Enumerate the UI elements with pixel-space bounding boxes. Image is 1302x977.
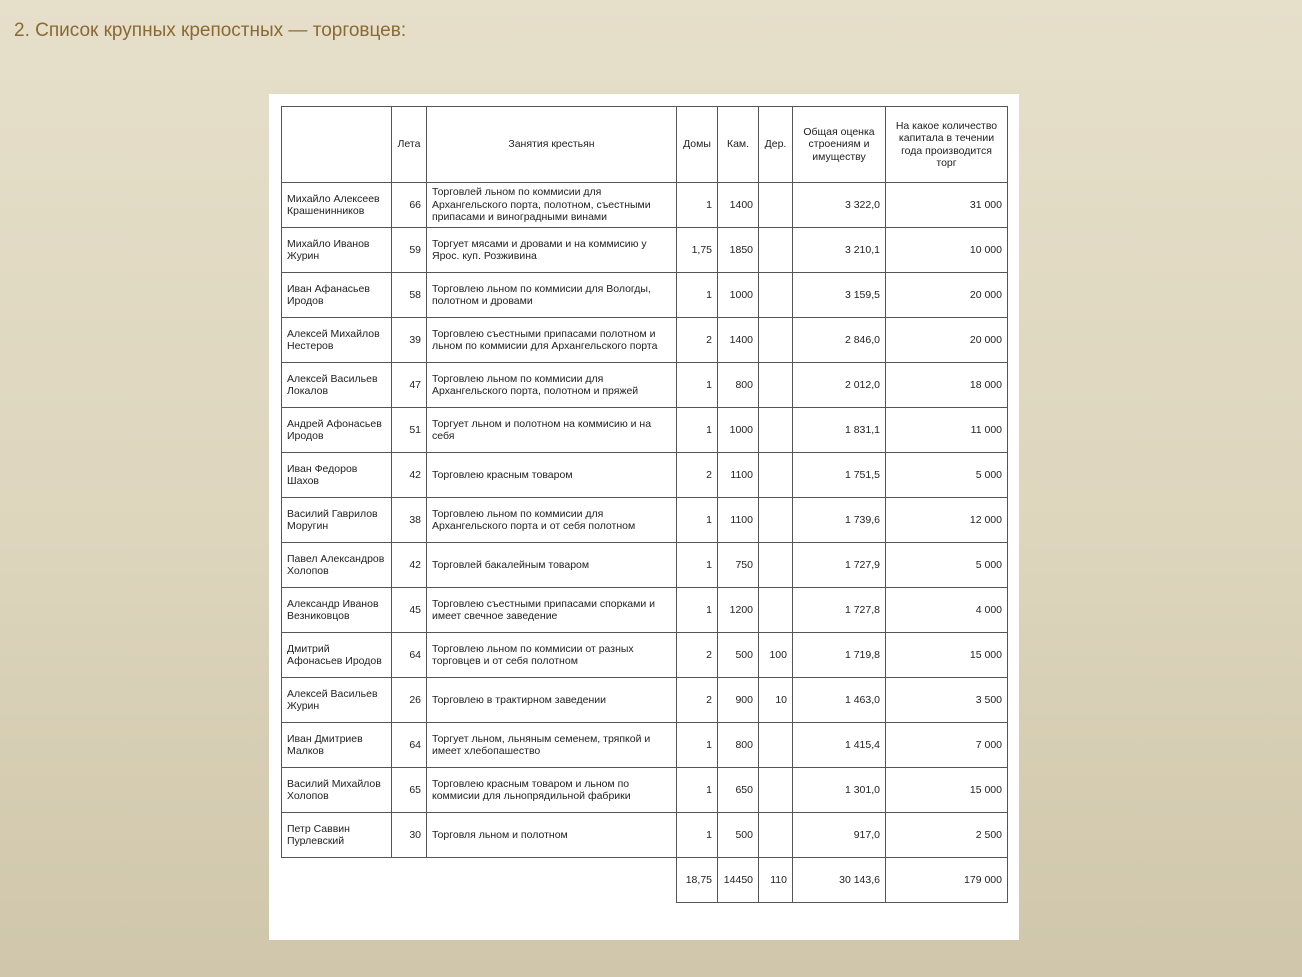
table-row [282,678,1008,723]
table-row [282,318,1008,363]
cell-property-value: 1 415,4 [793,723,886,768]
total-property-value: 30 143,6 [793,858,886,903]
total-trade-capital: 179 000 [886,858,1008,903]
header-property-value: Общая оценка строениям и имуществу [793,107,886,183]
cell-wooden: 100 [759,633,793,678]
cell-property-value: 1 751,5 [793,453,886,498]
cell-wooden [759,273,793,318]
cell-occupation: Торговлей бакалейным товаром [427,543,677,588]
cell-houses: 2 [677,633,718,678]
header-wooden: Дер. [759,107,793,183]
cell-wooden [759,183,793,228]
table-row [282,543,1008,588]
cell-wooden [759,453,793,498]
cell-property-value: 2 846,0 [793,318,886,363]
cell-houses: 2 [677,318,718,363]
cell-property-value: 3 159,5 [793,273,886,318]
table-row [282,183,1008,228]
cell-name: Андрей Афонасьев Иродов [282,408,392,453]
cell-occupation: Торговлею льном по коммисии для Архангельского порта, полотном и пряжей [427,363,677,408]
cell-name: Иван Федоров Шахов [282,453,392,498]
cell-occupation: Торговлею льном по коммисии для Архангельского порта и от себя полотном [427,498,677,543]
cell-occupation: Торгует мясами и дровами и на коммисию у Ярос. куп. Розживина [427,228,677,273]
totals-spacer [282,858,677,903]
cell-stone: 900 [718,678,759,723]
cell-name: Михайло Алексеев Крашенинников [282,183,392,228]
cell-trade-capital: 7 000 [886,723,1008,768]
cell-wooden [759,228,793,273]
cell-age: 64 [392,723,427,768]
section-title: 2. Список крупных крепостных — торговцев: [14,20,407,41]
cell-occupation: Торговлею красным товаром и льном по коммисии для льнопрядильной фабрики [427,768,677,813]
header-houses: Домы [677,107,718,183]
cell-houses: 1 [677,813,718,858]
cell-occupation: Торгует льном, льняным семенем, тряпкой и имеет хлебопашество [427,723,677,768]
cell-trade-capital: 20 000 [886,273,1008,318]
cell-occupation: Торговля льном и полотном [427,813,677,858]
table-header-row [282,107,1008,183]
cell-trade-capital: 12 000 [886,498,1008,543]
cell-name: Александр Иванов Везниковцов [282,588,392,633]
cell-houses: 1 [677,768,718,813]
cell-property-value: 1 727,8 [793,588,886,633]
cell-houses: 1 [677,498,718,543]
cell-age: 26 [392,678,427,723]
table-row [282,768,1008,813]
cell-trade-capital: 11 000 [886,408,1008,453]
header-age: Лета [392,107,427,183]
cell-houses: 1 [677,723,718,768]
cell-wooden [759,813,793,858]
cell-age: 51 [392,408,427,453]
cell-occupation: Торговлею съестными припасами спорками и имеет свечное заведение [427,588,677,633]
table-row [282,723,1008,768]
cell-property-value: 3 210,1 [793,228,886,273]
table-row [282,228,1008,273]
table-row [282,273,1008,318]
cell-wooden [759,768,793,813]
cell-trade-capital: 20 000 [886,318,1008,363]
cell-property-value: 3 322,0 [793,183,886,228]
cell-age: 65 [392,768,427,813]
cell-trade-capital: 5 000 [886,543,1008,588]
cell-occupation: Торговлею красным товаром [427,453,677,498]
cell-houses: 1 [677,543,718,588]
cell-property-value: 1 831,1 [793,408,886,453]
cell-houses: 1,75 [677,228,718,273]
cell-houses: 1 [677,363,718,408]
cell-occupation: Торговлей льном по коммисии для Архангельского порта, полотном, съестными припасами и виноградными винами [427,183,677,228]
cell-property-value: 1 719,8 [793,633,886,678]
cell-age: 39 [392,318,427,363]
cell-stone: 800 [718,723,759,768]
header-trade-capital: На какое количество капитала в течении года производится торг [886,107,1008,183]
cell-stone: 800 [718,363,759,408]
cell-occupation: Торгует льном и полотном на коммисию и на себя [427,408,677,453]
cell-stone: 500 [718,633,759,678]
table-row [282,813,1008,858]
cell-name: Дмитрий Афонасьев Иродов [282,633,392,678]
cell-wooden [759,408,793,453]
cell-wooden [759,363,793,408]
table-row [282,408,1008,453]
cell-age: 64 [392,633,427,678]
cell-age: 47 [392,363,427,408]
cell-age: 38 [392,498,427,543]
cell-trade-capital: 18 000 [886,363,1008,408]
cell-name: Алексей Михайлов Нестеров [282,318,392,363]
cell-age: 42 [392,453,427,498]
cell-name: Алексей Васильев Локалов [282,363,392,408]
header-occupation: Занятия крестьян [427,107,677,183]
cell-wooden [759,723,793,768]
cell-trade-capital: 15 000 [886,768,1008,813]
cell-trade-capital: 15 000 [886,633,1008,678]
merchants-table [281,106,1008,903]
cell-wooden [759,498,793,543]
cell-houses: 1 [677,273,718,318]
cell-stone: 1000 [718,408,759,453]
cell-age: 66 [392,183,427,228]
cell-stone: 1000 [718,273,759,318]
cell-houses: 2 [677,678,718,723]
table-row [282,633,1008,678]
table-row [282,453,1008,498]
cell-stone: 1200 [718,588,759,633]
table-row [282,498,1008,543]
cell-trade-capital: 4 000 [886,588,1008,633]
cell-name: Иван Дмитриев Малков [282,723,392,768]
total-stone: 14450 [718,858,759,903]
cell-property-value: 1 463,0 [793,678,886,723]
totals-row [282,858,1008,903]
cell-name: Василий Гаврилов Моругин [282,498,392,543]
cell-houses: 1 [677,408,718,453]
cell-houses: 1 [677,588,718,633]
cell-age: 45 [392,588,427,633]
cell-stone: 500 [718,813,759,858]
cell-occupation: Торговлею в трактирном заведении [427,678,677,723]
cell-wooden [759,318,793,363]
cell-property-value: 1 727,9 [793,543,886,588]
cell-stone: 1400 [718,183,759,228]
cell-stone: 1100 [718,498,759,543]
cell-stone: 650 [718,768,759,813]
cell-name: Петр Саввин Пурлевский [282,813,392,858]
cell-age: 42 [392,543,427,588]
cell-occupation: Торговлею съестными припасами полотном и льном по коммисии для Архангельского порта [427,318,677,363]
cell-houses: 2 [677,453,718,498]
cell-stone: 1400 [718,318,759,363]
cell-houses: 1 [677,183,718,228]
cell-property-value: 1 739,6 [793,498,886,543]
cell-trade-capital: 2 500 [886,813,1008,858]
cell-name: Иван Афанасьев Иродов [282,273,392,318]
cell-wooden [759,543,793,588]
cell-age: 30 [392,813,427,858]
total-wooden: 110 [759,858,793,903]
total-houses: 18,75 [677,858,718,903]
cell-name: Михайло Иванов Журин [282,228,392,273]
cell-name: Алексей Васильев Журин [282,678,392,723]
cell-trade-capital: 3 500 [886,678,1008,723]
table-row [282,588,1008,633]
cell-wooden: 10 [759,678,793,723]
cell-name: Павел Александров Холопов [282,543,392,588]
cell-stone: 750 [718,543,759,588]
table-image [269,94,1019,940]
header-stone: Кам. [718,107,759,183]
cell-age: 59 [392,228,427,273]
cell-trade-capital: 5 000 [886,453,1008,498]
cell-property-value: 1 301,0 [793,768,886,813]
cell-occupation: Торговлею льном по коммисии от разных торговцев и от себя полотном [427,633,677,678]
cell-name: Василий Михайлов Холопов [282,768,392,813]
cell-trade-capital: 10 000 [886,228,1008,273]
cell-age: 58 [392,273,427,318]
cell-occupation: Торговлею льном по коммисии для Вологды, полотном и дровами [427,273,677,318]
header-name [282,107,392,183]
cell-property-value: 2 012,0 [793,363,886,408]
table-row [282,363,1008,408]
cell-property-value: 917,0 [793,813,886,858]
cell-stone: 1100 [718,453,759,498]
cell-trade-capital: 31 000 [886,183,1008,228]
cell-wooden [759,588,793,633]
cell-stone: 1850 [718,228,759,273]
